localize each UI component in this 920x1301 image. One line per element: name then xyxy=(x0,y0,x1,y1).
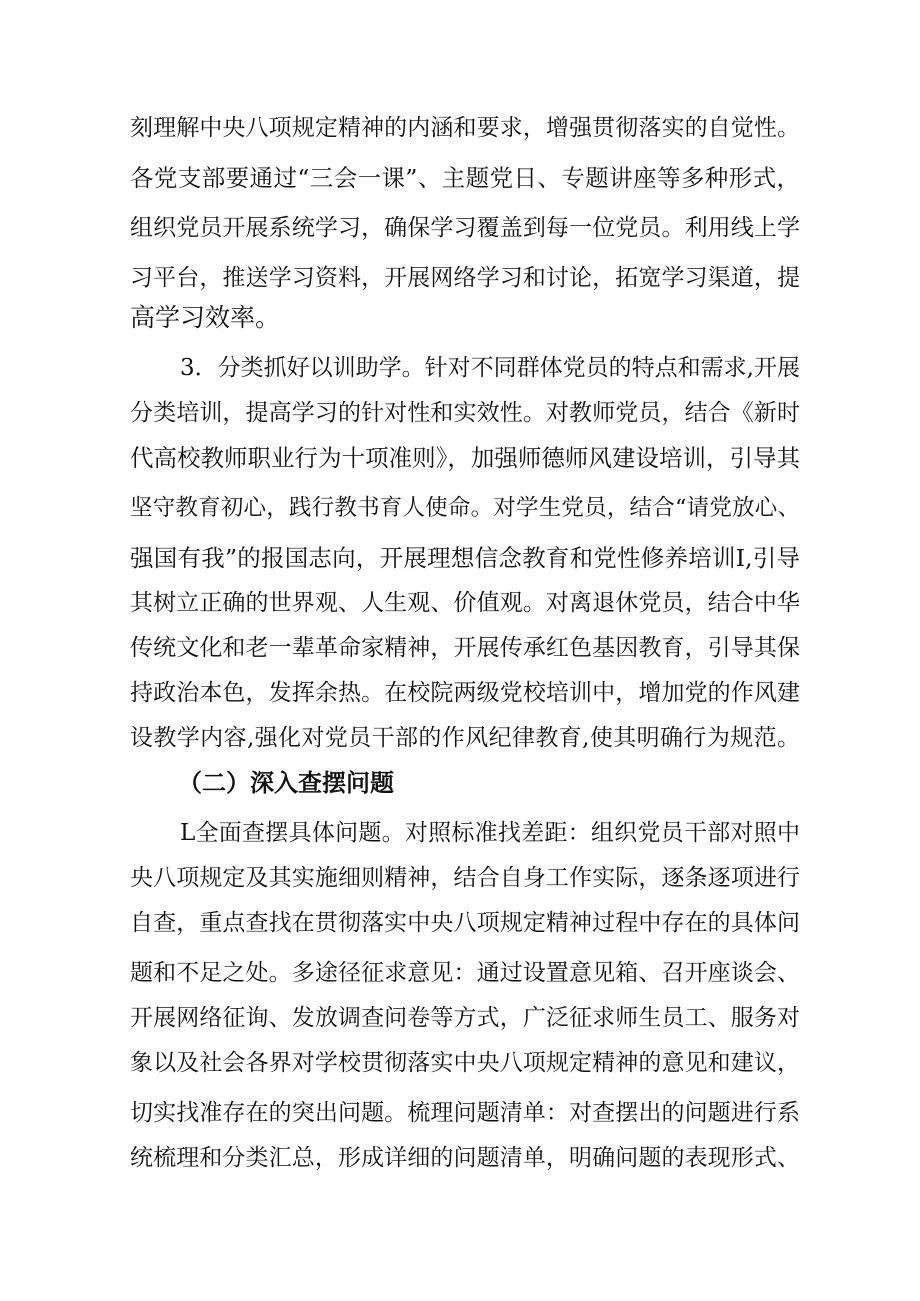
text-line: 央八项规定及其实施细则精神，结合自身工作实际，逐条逐项进行 xyxy=(130,865,800,891)
text-line: 其树立正确的世界观、人生观、价值观。对离退休党员，结合中华 xyxy=(130,590,800,616)
text-line: 题和不足之处。多途径征求意见：通过设置意见箱、召开座谈会、 xyxy=(130,960,800,986)
text-line: 设教学内容,强化对党员干部的作风纪律教育,使其明确行为规范。 xyxy=(130,725,800,751)
text-line: 统梳理和分类汇总，形成详细的问题清单，明确问题的表现形式、 xyxy=(130,1145,800,1171)
text-line: L全面查摆具体问题。对照标准找差距：组织党员干部对照中 xyxy=(180,820,800,846)
text-line: 开展网络征询、发放调查问卷等方式，广泛征求师生员工、服务对 xyxy=(130,1005,800,1031)
text-line: 组织党员开展系统学习，确保学习覆盖到每一位党员。利用线上学 xyxy=(130,215,800,241)
text-line: 习平台，推送学习资料，开展网络学习和讨论，拓宽学习渠道，提 xyxy=(130,265,800,291)
text-line: 分类培训，提高学习的针对性和实效性。对教师党员，结合《新时 xyxy=(130,400,800,426)
text-line: 代高校教师职业行为十项准则》，加强师德师风建设培训，引导其 xyxy=(130,444,800,472)
text-line: 持政治本色，发挥余热。在校院两级党校培训中，增加党的作风建 xyxy=(130,680,800,706)
text-line: 坚守教育初心，践行教书育人使命。对学生党员，结合“请党放心、 xyxy=(130,495,800,521)
text-line: 传统文化和老一辈革命家精神，开展传承红色基因教育，引导其保 xyxy=(130,635,800,661)
text-line: 强国有我”的报国志向，开展理想信念教育和党性修养培训I,引导 xyxy=(130,544,800,572)
text-line: 自查，重点查找在贯彻落实中央八项规定精神过程中存在的具体问 xyxy=(130,910,800,936)
text-line: 各党支部要通过“三会一课”、主题党日、专题讲座等多种形式， xyxy=(130,164,800,192)
section-heading: （二）深入查摆问题 xyxy=(178,769,394,797)
text-line: 3．分类抓好以训助学。针对不同群体党员的特点和需求,开展 xyxy=(180,355,800,381)
text-line: 象以及社会各界对学校贯彻落实中央八项规定精神的意见和建议， xyxy=(130,1050,800,1076)
text-line: 刻理解中央八项规定精神的内涵和要求，增强贯彻落实的自觉性。 xyxy=(130,115,800,141)
text-line: 高学习效率。 xyxy=(130,303,281,332)
text-line: 切实找准存在的突出问题。梳理问题清单：对查摆出的问题进行系 xyxy=(130,1100,800,1126)
